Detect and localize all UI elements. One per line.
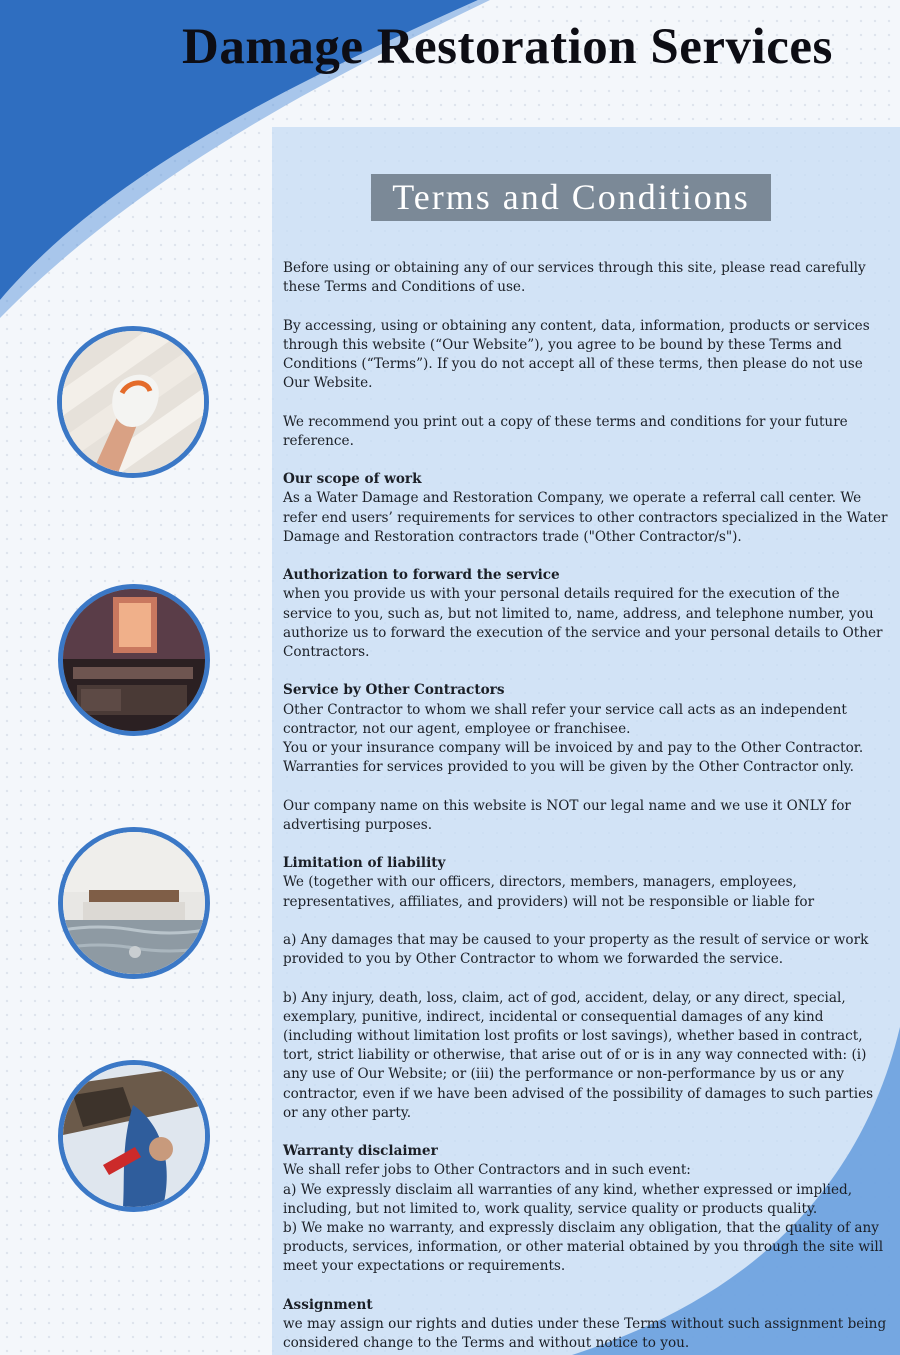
section-title: Service by Other Contractors: [283, 682, 505, 699]
intro-paragraph: We recommend you print out a copy of these terms and conditions for your future reference.: [283, 413, 848, 449]
section-line: Warranties for services provided to you will be given by the Other Contractor only.: [283, 759, 854, 776]
terms-panel: [272, 127, 900, 1355]
section-text: As a Water Damage and Restoration Company, we operate a referral call center. We refer end users’ requirements for services to other contractors specialized in the Water Damage and Restoration contractors trade ("Other Contractor/s").: [283, 490, 888, 545]
photo-ceiling-repair: [58, 1060, 210, 1212]
page-title: Damage Restoration Services: [182, 19, 833, 75]
section-assignment: [283, 1296, 891, 1354]
terms-body: [283, 259, 891, 1355]
section-text: when you provide us with your personal details required for the execution of the service to you, such as, but not limited to, name, address, and telephone number, you authorize us to forward the execution of the service and your personal details to Other Contractors.: [283, 586, 883, 660]
section-line: Other Contractor to whom we shall refer your service call acts as an independent contractor, not our agent, employee or franchisee.: [283, 701, 847, 737]
liability-item-a: a) Any damages that may be caused to your property as the result of service or work provided to you by Other Contractor to whom we forwarded the service.: [283, 931, 869, 968]
section-authorization: [283, 566, 891, 662]
section-warranty: [283, 1142, 891, 1276]
section-line: You or your insurance company will be invoiced by and pay to the Other Contractor.: [283, 740, 864, 756]
section-scope: [283, 470, 891, 547]
section-line: b) We make no warranty, and expressly disclaim any obligation, that the quality of any products, services, information, or other material obtained by you through the site will meet your expectations or requirements.: [283, 1220, 884, 1275]
section-title: Authorization to forward the service: [283, 567, 560, 584]
section-title: Our scope of work: [283, 471, 422, 488]
section-title: Assignment: [283, 1296, 373, 1313]
section-text: we may assign our rights and duties under these Terms without such assignment being considered change to the Terms and without notice to you.: [283, 1316, 887, 1352]
section-title: Limitation of liability: [283, 855, 446, 872]
terms-heading: Terms and Conditions: [371, 174, 771, 221]
intro-paragraph: By accessing, using or obtaining any content, data, information, products or services through this website (“Our Website”), you agree to be bound by these Terms and Conditions (“Terms”). If you do not accept all of these terms, then please do not use Our Website.: [283, 317, 870, 392]
section-line: a) We expressly disclaim all warranties of any kind, whether expressed or implied, including, but not limited to, work quality, service quality or products quality.: [283, 1181, 853, 1217]
section-liability: [283, 854, 891, 912]
photo-fire-damage: [58, 584, 210, 736]
section-title: Warranty disclaimer: [283, 1143, 438, 1160]
liability-item-b: b) Any injury, death, loss, claim, act of god, accident, delay, or any direct, special, exemplary, punitive, indirect, incidental or consequential damages of any kind (including without limitation lost profits or lost savings), whether based in contract, tort, strict liability or otherwise, that arise out of or is in any way connected with: (i) any use of Our Website; or (iii) the performance or non-performance by us or any contractor, even if we have been advised of the possibility of damages to such parties or any other party.: [283, 989, 874, 1121]
photo-drywall-repair: [57, 326, 209, 478]
section-text: We (together with our officers, directors, members, managers, employees, representatives, affiliates, and providers) will not be responsible or liable for: [283, 874, 815, 910]
section-line: We shall refer jobs to Other Contractors and in such event:: [283, 1162, 691, 1179]
company-name-note: Our company name on this website is NOT our legal name and we use it ONLY for advertising purposes.: [283, 797, 851, 833]
intro-paragraph: Before using or obtaining any of our services through this site, please read carefully these Terms and Conditions of use.: [283, 260, 866, 296]
photo-flooded-bedroom: [58, 827, 210, 979]
section-other-contractors: [283, 681, 891, 777]
